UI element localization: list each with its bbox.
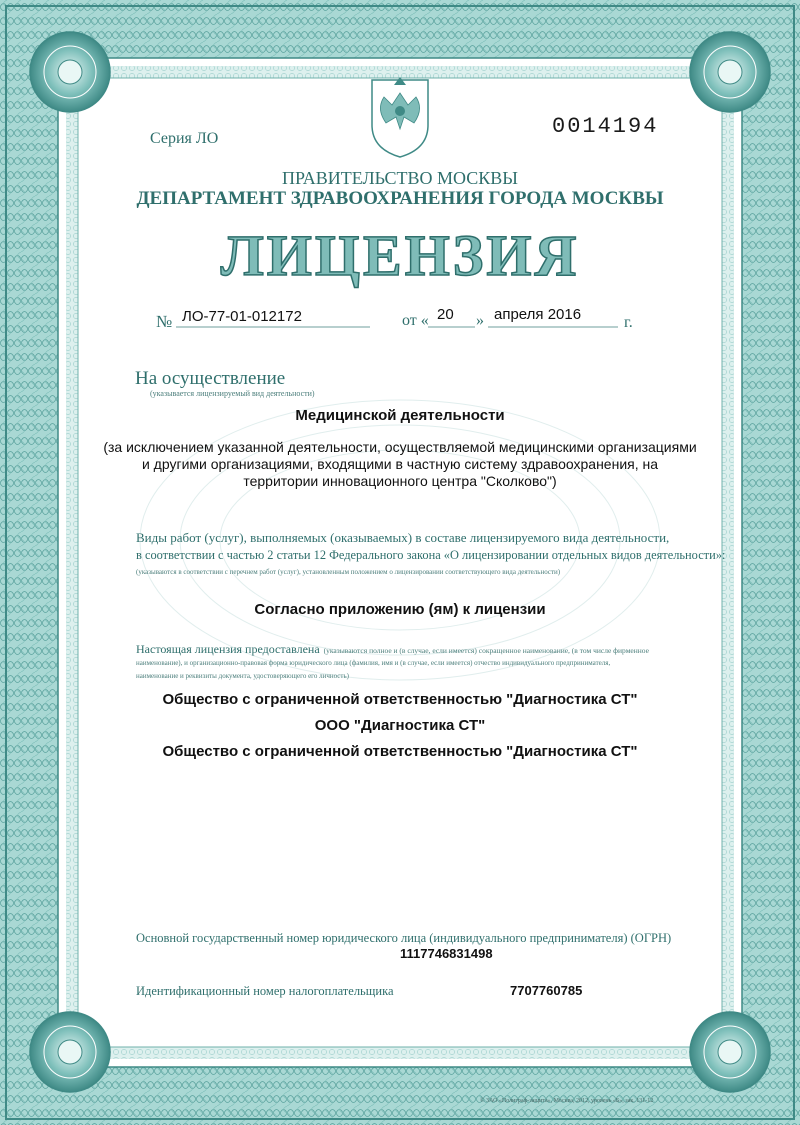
granted-block: [136, 642, 696, 657]
inn-value: 7707760785: [510, 983, 583, 998]
ogrn-label: Основной государственный номер юридического лица (индивидуального предпринимателя) (ОГРН): [136, 931, 672, 945]
inn-label: Идентификационный номер налогоплательщика: [136, 984, 394, 998]
printer-imprint: © ЗАО «Полиграф-защита», Москва, 2012, уровень «Б», зак. 131-12: [480, 1098, 654, 1104]
date-quote-close: »: [476, 312, 484, 329]
license-month-year: апреля 2016: [494, 306, 582, 323]
granted-hint1: (указываются полное и (в случае, если имеется) сокращенное наименование, (в том числе фирменное: [323, 646, 649, 655]
activity-exclusion-line1: (за исключением указанной деятельности, осуществляемой медицинскими организациями: [103, 439, 697, 455]
works-value: Согласно приложению (ям) к лицензии: [254, 601, 546, 618]
activity-hint: (указывается лицензируемый вид деятельности): [150, 389, 315, 398]
date-from-label: от «: [402, 312, 429, 329]
coat-of-arms-icon: [372, 77, 428, 157]
number-sign: №: [156, 312, 173, 331]
granted-label: Настоящая лицензия предоставлена: [136, 642, 320, 656]
corner-rosette-icon: [30, 32, 110, 112]
granted-hint2: наименование), и организационно-правовая форма юридического лица (фамилия, имя и (в случае, если имеется) отчество индивидуального предпринимателя,: [136, 659, 611, 667]
form-number: 0014194: [552, 114, 659, 139]
licensee-brand-name: Общество с ограниченной ответственностью "Диагностика СТ": [162, 743, 638, 760]
works-hint: (указываются в соответствии с перечнем работ (услуг), установленным положением о лицензировании соответствующего вида деятельности): [136, 568, 561, 576]
document-title: ЛИЦЕНЗИЯ: [220, 223, 580, 288]
license-day: 20: [437, 306, 454, 323]
year-suffix: г.: [624, 314, 633, 331]
government-title: ПРАВИТЕЛЬСТВО МОСКВЫ: [281, 168, 518, 188]
works-line1: Виды работ (услуг), выполняемых (оказываемых) в составе лицензируемого вида деятельности,: [136, 530, 670, 545]
licensee-short-name: ООО "Диагностика СТ": [314, 717, 486, 734]
ogrn-value: 1117746831498: [400, 946, 493, 961]
activity-kind: Медицинской деятельности: [295, 407, 505, 424]
series-label: Серия ЛО: [150, 130, 219, 147]
licensee-full-name: Общество с ограниченной ответственностью "Диагностика СТ": [162, 691, 638, 708]
works-line2: в соответствии с частью 2 статьи 12 Федерального закона «О лицензировании отдельных видов деятельности»:: [136, 548, 726, 562]
department-title: ДЕПАРТАМЕНТ ЗДРАВООХРАНЕНИЯ ГОРОДА МОСКВЫ: [136, 188, 664, 209]
license-number: ЛО-77-01-012172: [182, 308, 302, 325]
activity-exclusion-line2: и другими организациями, входящими в частную систему здравоохранения, на: [141, 456, 659, 472]
granted-hint3: наименование и реквизиты документа, удостоверяющего его личность): [136, 672, 349, 680]
activity-label: На осуществление: [135, 368, 286, 389]
activity-exclusion-line3: территории инновационного центра "Сколково"): [243, 473, 557, 489]
